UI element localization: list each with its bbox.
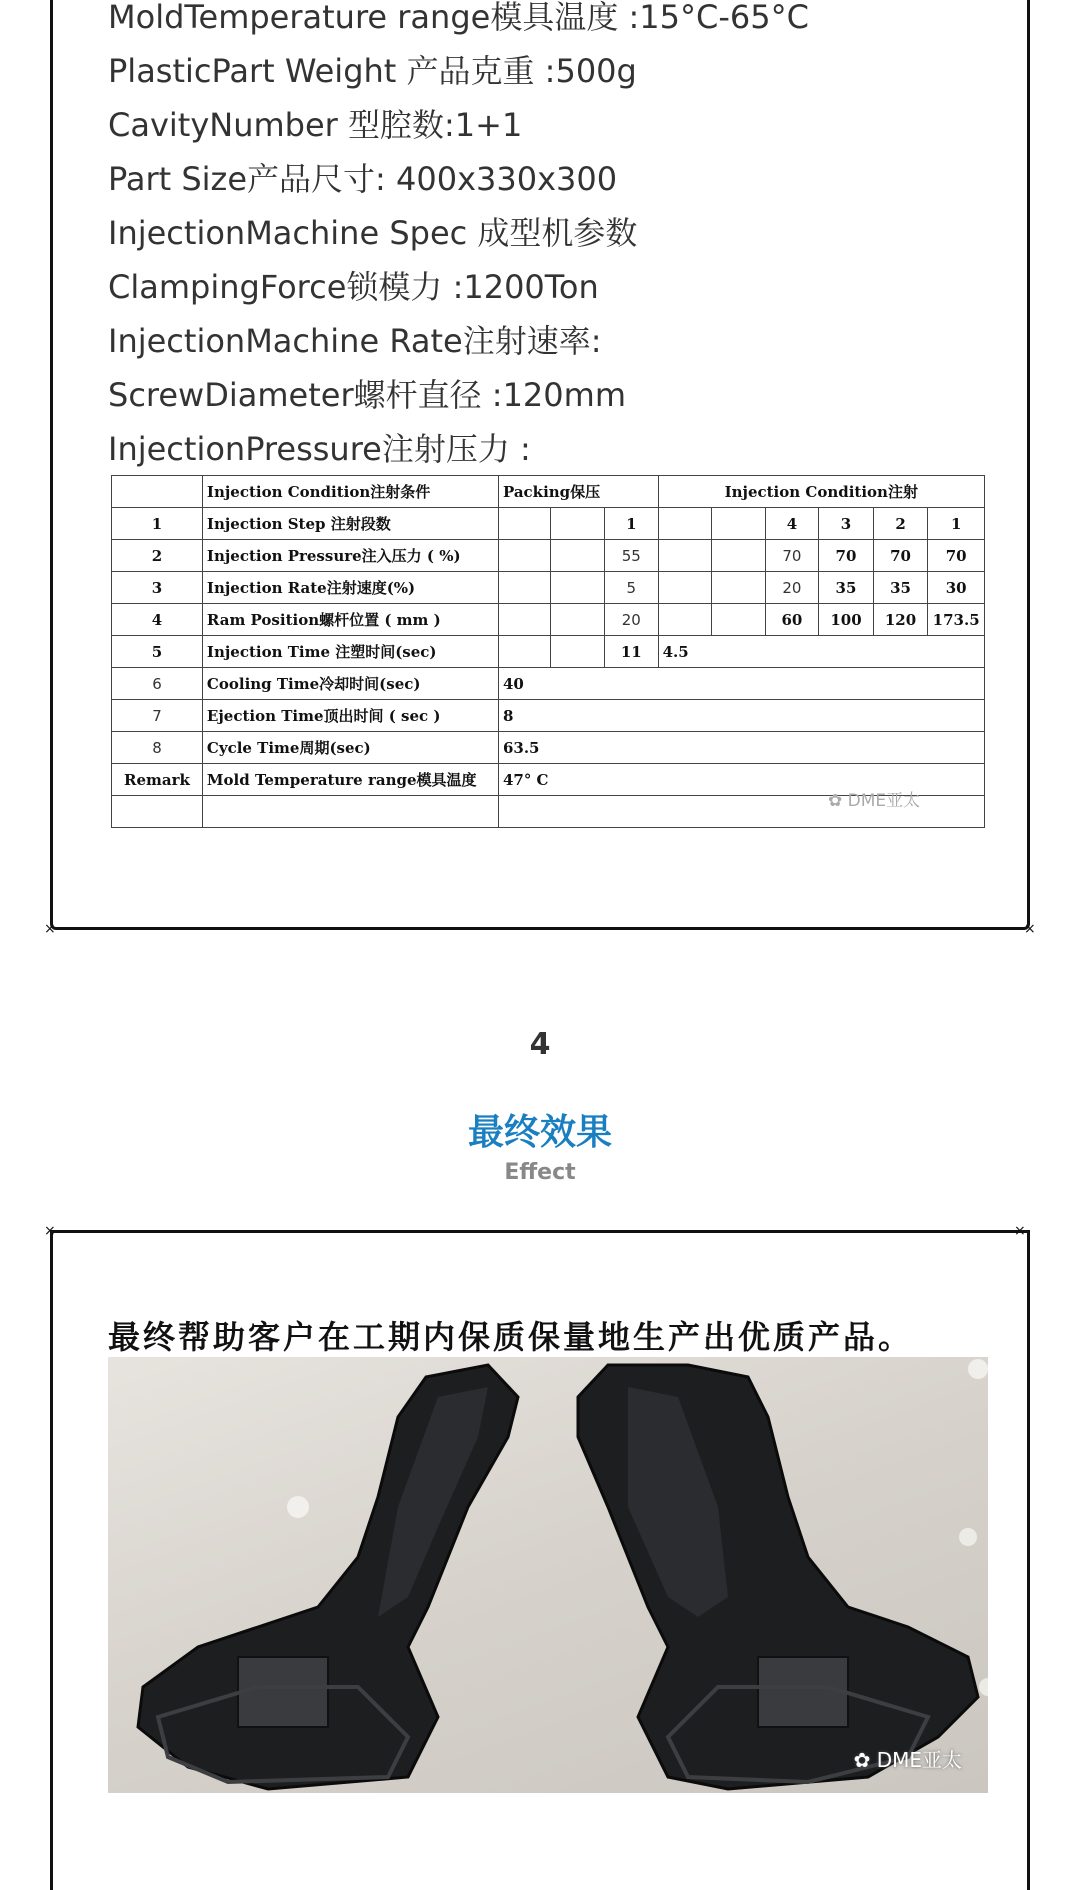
frame-corner-mark: × <box>1024 921 1036 937</box>
frame-corner-mark: × <box>44 1223 56 1239</box>
table-row: 4 Ram Position螺杆位置 ( mm ) 20 60 100 120 173.5 <box>112 604 985 636</box>
table-row: 6 Cooling Time冷却时间(sec) 40 <box>112 668 985 700</box>
spec-machine-rate: InjectionMachine Rate注射速率: <box>108 322 602 360</box>
table-row: 5 Injection Time 注塑时间(sec) 11 4.5 <box>112 636 985 668</box>
section-subtitle: Effect <box>504 1160 576 1185</box>
watermark: ✿ DME亚太 <box>828 791 921 811</box>
table-row: 8 Cycle Time周期(sec) 63.5 <box>112 732 985 764</box>
table-row: 7 Ejection Time顶出时间 ( sec ) 8 <box>112 700 985 732</box>
effect-caption: 最终帮助客户在工期内保质保量地生产出优质产品。 <box>108 1318 914 1356</box>
section-number: 4 <box>529 1027 551 1062</box>
spec-part-weight: PlasticPart Weight 产品克重 :500g <box>108 52 637 90</box>
spec-cavity-number: CavityNumber 型腔数:1+1 <box>108 106 523 144</box>
spec-machine-spec: InjectionMachine Spec 成型机参数 <box>108 214 638 252</box>
table-header-row <box>112 476 985 508</box>
table-row: 3 Injection Rate注射速度(%) 5 20 35 35 30 <box>112 572 985 604</box>
table-row: 1 Injection Step 注射段数 1 4 3 2 1 <box>112 508 985 540</box>
frame-corner-mark: × <box>1014 1223 1026 1239</box>
section-title: 最终效果 <box>467 1112 612 1153</box>
product-photo <box>108 1357 988 1793</box>
header-packing: Packing保压 <box>498 476 658 508</box>
watermark: ✿ DME亚太 <box>853 1748 962 1772</box>
table-row: 2 Injection Pressure注入压力 ( %) 55 70 70 70 70 <box>112 540 985 572</box>
spec-screw-diameter: ScrewDiameter螺杆直径 :120mm <box>108 376 626 414</box>
spec-mold-temperature: MoldTemperature range模具温度 :15°C-65°C <box>108 0 809 36</box>
wechat-icon: ✿ <box>828 791 843 811</box>
spec-clamping-force: ClampingForce锁模力 :1200Ton <box>108 268 599 306</box>
molded-parts-illustration <box>108 1357 988 1793</box>
wechat-icon: ✿ <box>853 1748 871 1772</box>
table-row: Remark Mold Temperature range模具温度 47° C <box>112 764 985 796</box>
frame-corner-mark: × <box>44 921 56 937</box>
header-condition: Injection Condition注射条件 <box>202 476 498 508</box>
spec-part-size: Part Size产品尺寸: 400x330x300 <box>108 160 618 198</box>
header-injection: Injection Condition注射 <box>658 476 984 508</box>
spec-injection-pressure: InjectionPressure注射压力 : <box>108 430 531 468</box>
injection-condition-table <box>111 475 985 828</box>
